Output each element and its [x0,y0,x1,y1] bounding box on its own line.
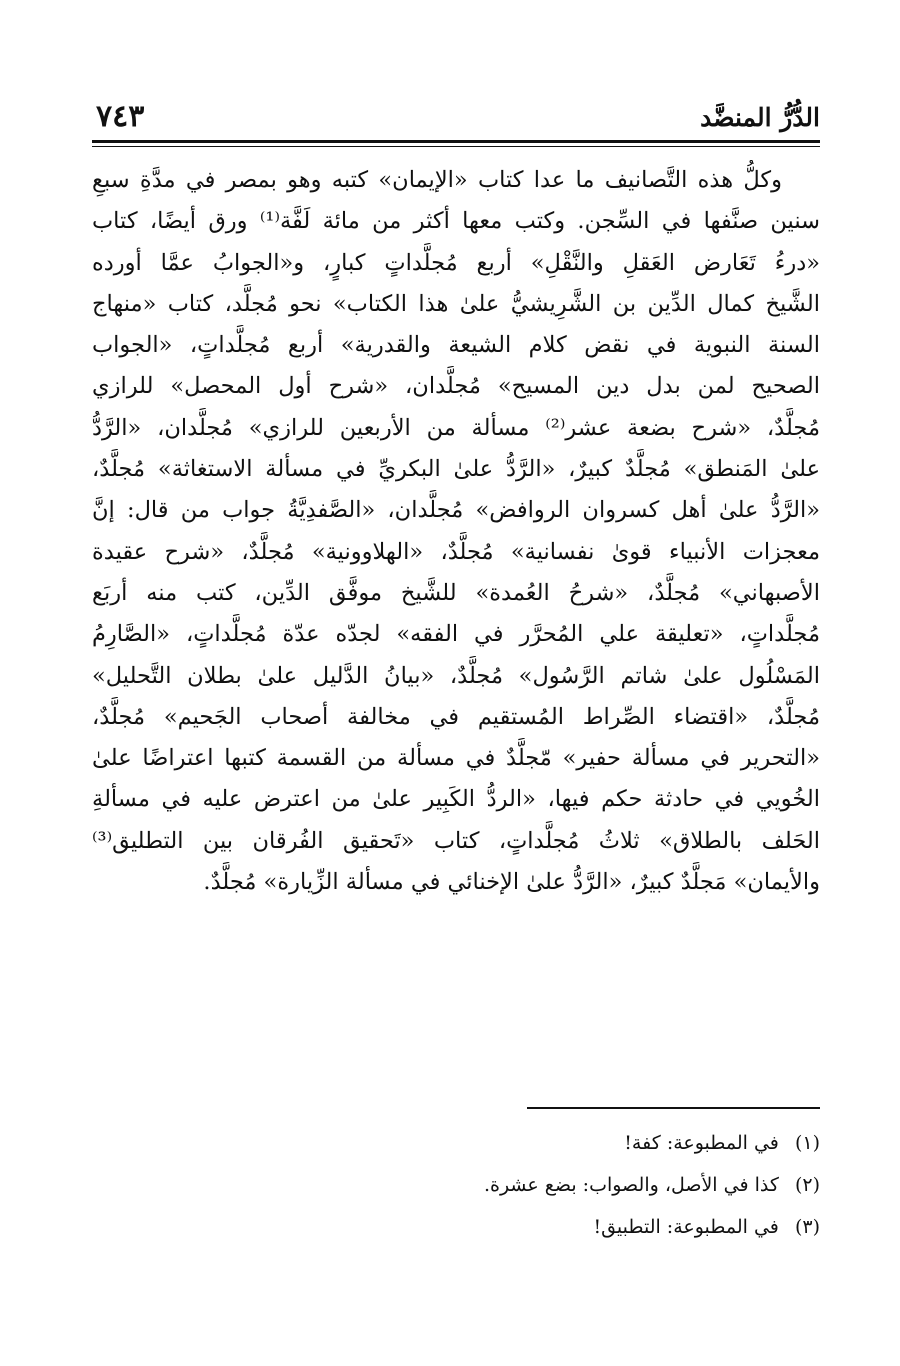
footnote-text: كذا في الأصل، والصواب: بضع عشرة. [483,1174,779,1196]
text-line: علىٰ المَنطق» مُجلَّدٌ كبيرٌ، «الرَّدُّ علىٰ البكريِّ في مسألة الاستغاثة» مُجلَّدٌ، [92,456,820,483]
text-line: سنين صنَّفها في السِّجن. وكتب معها أكثر من مائة لَفَّة⁽¹⁾ ورق أيضًا، كتاب [92,208,820,235]
text-line: الأصبهاني» مُجلَّدٌ، «شرحُ العُمدة» للشَّيخ موفَّق الدِّين، كتب منه أربَع [92,579,820,606]
text-line: المَسْلُول علىٰ شاتم الرَّسُول» مُجلَّدٌ، «بيانُ الدَّليل علىٰ بطلان التَّحليل» [92,662,820,689]
text-line: وكلُّ هذه التَّصانيف ما عدا كتاب «الإيمان» كتبه وهو بمصر في مدَّةِ سبعِ [92,167,782,193]
footnotes [300,1122,820,1248]
text-line: «التحرير في مسألة حفير» مّجلَّدٌ في مسألة من القسمة كتبها اعتراضًا علىٰ [92,745,820,772]
text-line: مُجلَّدٌ، «شرح بضعة عشر⁽²⁾ مسألة من الأربعين للرازي» مُجلَّدان، «الرَّدُّ [92,414,820,441]
text-line: مُجلَّدٌ، «اقتضاء الصِّراط المُستقيم في مخالفة أصحاب الجَحيم» مُجلَّدٌ، [92,703,820,730]
text-line: الحَلف بالطلاق» ثلاثُ مُجلَّداتٍ، كتاب «تَحقيق الفُرقان بين التطليق⁽³⁾ [92,827,820,854]
footnote-marker: (٣) [794,1216,820,1238]
footnote-item [300,1164,820,1206]
footnote-separator [527,1107,820,1109]
header-rule-thin [92,146,820,147]
text-line: مُجلَّداتٍ، «تعليقة علي المُحرَّر في الفقه» لجدّه عدّة مُجلَّداتٍ، «الصَّارِمُ [92,621,820,648]
page-header [92,95,820,139]
footnote-item [300,1122,820,1164]
text-line: الشَّيخ كمال الدِّين بن الشَّرِيشيُّ علىٰ هذا الكتاب» نحو مُجلَّد، كتاب «منهاج [92,290,820,317]
text-line: السنة النبوية في نقض كلام الشيعة والقدرية» أربع مُجلَّداتٍ، «الجواب [92,332,820,359]
text-line: والأيمان» مَجلَّدٌ كبيرٌ، «الرَّدُّ علىٰ الإخنائي في مسألة الزِّيارة» مُجلَّدٌ. [203,869,820,896]
footnote-marker: (١) [794,1132,820,1154]
footnote-text: في المطبوعة: كفة! [624,1132,779,1154]
main-text [92,160,820,903]
text-line: معجزات الأنبياء قوىٰ نفسانية» مُجلَّدٌ، «الهلاوونية» مُجلَّدٌ، «شرح عقيدة [92,538,820,565]
running-title: الدُّرُّ المنضَّد [700,103,820,132]
text-line: «درءُ تَعَارض العَقلِ والنَّقْلِ» أربع مُجلَّداتٍ كبارٍ، و«الجوابُ عمَّا أورده [92,249,820,276]
header-rule-thick [92,140,820,143]
text-line: الخُويي في حادثة حكم فيها، «الردُّ الكَبِير علىٰ من اعترض عليه في مسألةِ [92,786,820,813]
footnote-marker: (٢) [794,1174,820,1196]
page-number: ٧٤٣ [96,99,145,134]
text-line: الصحيح لمن بدل دين المسيح» مُجلَّدان، «شرح أول المحصل» للرازي [92,373,820,400]
footnote-text: في المطبوعة: التطبيق! [593,1216,779,1238]
footnote-item [300,1206,820,1248]
text-line: «الرَّدُّ علىٰ أهل كسروان الروافض» مُجلَّدان، «الصَّفدِيَّةُ جواب من قال: إنَّ [92,497,820,524]
